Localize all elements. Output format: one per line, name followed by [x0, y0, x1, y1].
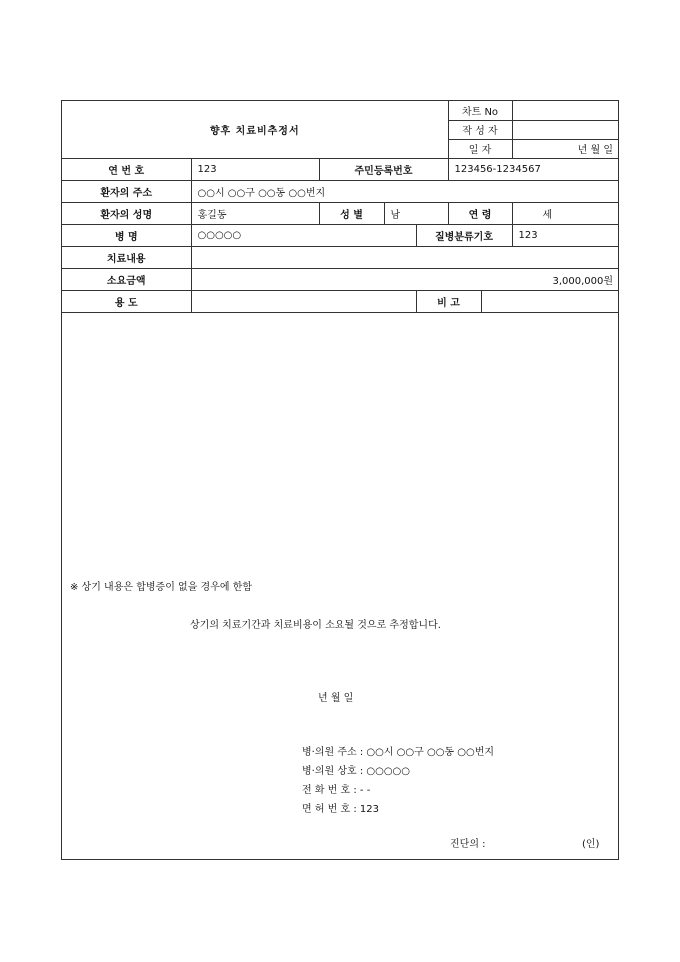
hospital-address: 병·의원 주소 : ○○시 ○○구 ○○동 ○○번지: [302, 747, 495, 758]
name-value[interactable]: 홍길동: [191, 202, 319, 224]
complication-note: ※ 상기 내용은 합병증이 없을 경우에 한함: [70, 582, 253, 593]
date-value[interactable]: 년 월 일: [512, 139, 619, 158]
disease-code-value[interactable]: 123: [512, 224, 619, 246]
phone-number: 전 화 번 호 : - -: [302, 785, 371, 796]
age-label: 연 령: [448, 202, 512, 224]
use-value[interactable]: [191, 290, 416, 312]
serial-label: 연 번 호: [62, 158, 191, 180]
chart-no-label: 차트 No: [448, 101, 512, 120]
address-value[interactable]: ○○시 ○○구 ○○동 ○○번지: [191, 180, 619, 202]
treatment-content[interactable]: [191, 246, 619, 268]
cost-value[interactable]: 3,000,000원: [191, 268, 619, 290]
disease-value[interactable]: ○○○○○: [191, 224, 416, 246]
cost-label: 소요금액: [62, 268, 191, 290]
age-value[interactable]: 세: [512, 202, 619, 224]
gender-label: 성 별: [319, 202, 384, 224]
remark-label: 비 고: [416, 290, 481, 312]
document-title: 향후 치료비추정서: [62, 101, 448, 158]
name-label: 환자의 성명: [62, 202, 191, 224]
use-label: 용 도: [62, 290, 191, 312]
notes-section: [62, 564, 619, 860]
disease-label: 병 명: [62, 224, 191, 246]
estimate-form: [61, 100, 619, 860]
license-number: 면 허 번 호 : 123: [302, 804, 379, 815]
author-label: 작 성 자: [448, 120, 512, 139]
seal-mark: (인): [582, 839, 600, 850]
estimate-statement: 상기의 치료기간과 치료비용이 소요될 것으로 추정합니다.: [190, 620, 441, 631]
form-table: [62, 101, 619, 313]
rrn-value[interactable]: 123456-1234567: [448, 158, 619, 180]
rrn-label: 주민등록번호: [319, 158, 448, 180]
chart-no-value[interactable]: [512, 101, 619, 120]
date-label: 일 자: [448, 139, 512, 158]
remark-value[interactable]: [481, 290, 619, 312]
serial-value[interactable]: 123: [191, 158, 319, 180]
disease-code-label: 질병분류기호: [416, 224, 512, 246]
author-value[interactable]: [512, 120, 619, 139]
hospital-name: 병·의원 상호 : ○○○○○: [302, 766, 411, 777]
treatment-label: 치료내용: [62, 246, 191, 268]
doctor-label: 진단의 :: [450, 839, 486, 850]
gender-value[interactable]: 남: [384, 202, 448, 224]
issue-date: 년 월 일: [318, 693, 354, 704]
address-label: 환자의 주소: [62, 180, 191, 202]
